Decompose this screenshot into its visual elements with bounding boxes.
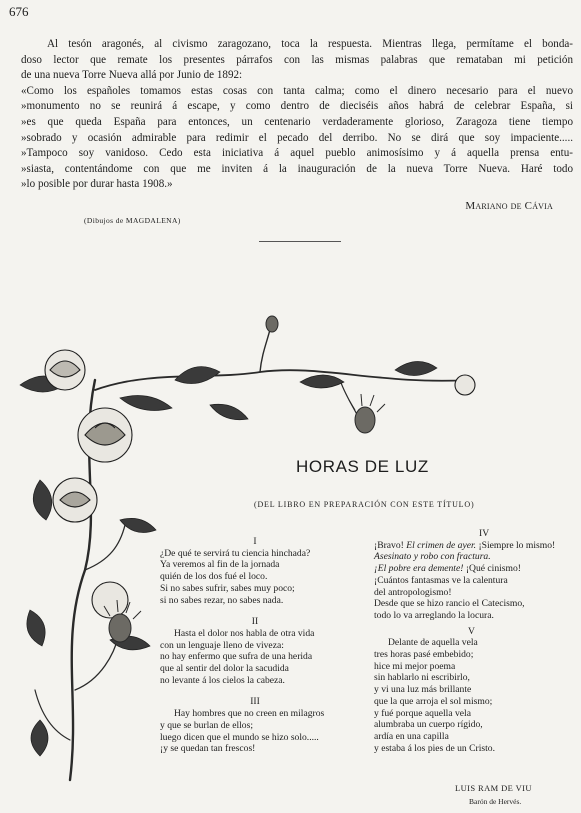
verse-line: del antropologismo!	[374, 586, 452, 598]
text-line: »monumento no se reunirá á escape, y como dentro de dieciséis años habrá de celebrar España, si	[21, 100, 573, 113]
page-number: 676	[9, 4, 29, 19]
verse-line: alumbraba un cuerpo rígido,	[374, 719, 483, 731]
verse-fragment-italic: El crimen de ayer.	[406, 539, 477, 551]
verse-line	[374, 540, 581, 552]
verse-fragment: ¡Qué cinismo!	[463, 563, 521, 575]
poem-author-title: Barón de Hervés.	[469, 797, 522, 806]
quoted-petition	[21, 84, 573, 193]
verse-line: Hay hombres que no creen en milagros	[174, 708, 325, 720]
stanza-number: IV	[479, 528, 490, 539]
text-line: »sobrado y ocasión admirable para redimir el pecado del derribo. No se dirá que soy impaciente.....	[21, 131, 573, 144]
section-divider	[259, 241, 341, 242]
text-line: «Como los españoles tomamos estas cosas con tanta calma; como el dinero necesario para el nuevo	[21, 84, 573, 97]
intro-paragraph	[21, 37, 573, 84]
verse-line: Hasta el dolor nos habla de otra vida	[174, 627, 315, 639]
stanza-number: V	[468, 625, 475, 637]
article-signature	[465, 200, 553, 212]
verse-line: ¡Cuántos fantasmas ve la calentura	[374, 574, 508, 586]
illustration-credit: (Dibujos de MAGDALENA)	[84, 216, 181, 225]
poem-title: HORAS DE LUZ	[296, 457, 429, 476]
text-line: »siasta, contentándome con que me inviten á la inauguración de la nueva Torre Nueva. Haré todo	[21, 162, 573, 175]
verse-line: que la que arroja el sol mismo;	[374, 695, 493, 707]
poem-author: LUIS RAM DE VIU	[455, 783, 532, 793]
verse-line: ¿De qué te servirá tu ciencia hinchada?	[160, 547, 311, 559]
verse-line: todo lo va arreglando la locura.	[374, 609, 494, 621]
verse-line: Ya veremos al fin de la jornada	[160, 559, 280, 571]
poem-column-left	[160, 536, 350, 755]
verse-line: si no sabes rezar, no sabes nada.	[160, 594, 284, 606]
text-line: »Tampoco soy vanidoso. Cedo esta iniciativa á aquel pueblo animosísimo y á aquella prensa entu-	[21, 147, 573, 160]
stanza-number: III	[250, 696, 260, 708]
verse-line: y que se burlan de ellos;	[160, 719, 253, 731]
stanza-number: I	[253, 536, 257, 547]
intro-text	[21, 37, 573, 193]
signature-first-name: Mariano de	[465, 200, 525, 212]
verse-line: ¡y se quedan tan frescos!	[160, 743, 256, 755]
verse-line: ardía en una capilla	[374, 730, 449, 742]
signature-last-name: Cávia	[524, 200, 553, 212]
verse-line: y vi una luz más brillante	[374, 684, 472, 696]
verse-line: tres horas pasé embebido;	[374, 649, 474, 661]
poem-subtitle: (DEL LIBRO EN PREPARACIÓN CON ESTE TÍTULO)	[254, 500, 475, 509]
verse-line: quién de los dos fué el loco.	[160, 571, 268, 583]
verse-line: y estaba á los pies de un Cristo.	[374, 742, 495, 754]
verse-line: Delante de aquella vela	[388, 637, 478, 649]
verse-fragment-italic: ¡El pobre era demente!	[374, 563, 464, 575]
verse-line: y fué porque aquella vela	[374, 707, 471, 719]
verse-line: Asesinato y robo con fractura.	[374, 551, 491, 563]
text-line: Al tesón aragonés, al civismo zaragozano, toca la respuesta. Mientras llega, permítame el bonda-	[47, 38, 573, 50]
verse-fragment: ¡Siempre lo mismo!	[476, 539, 556, 551]
poem-column-right	[374, 528, 581, 754]
verse-line: Si no sabes sufrir, sabes muy poco;	[160, 582, 295, 594]
verse-line: no levante á los cielos la cabeza.	[160, 674, 285, 686]
verse-line: Desde que se hizo rancio el Catecismo,	[374, 598, 525, 610]
verse-line	[374, 563, 581, 575]
verse-line: hice mi mejor poema	[374, 660, 456, 672]
verse-line: no hay enfermo que sufra de una herida	[160, 651, 313, 663]
text-line: de una nueva Torre Nueva allá por Junio de 1892:	[21, 69, 243, 82]
verse-line: que al sentir del dolor la sacudida	[160, 663, 289, 675]
verse-line: con un lenguaje lleno de viveza:	[160, 639, 284, 651]
verse-line: luego dicen que el mundo se hizo solo.....	[160, 731, 319, 743]
text-line: doso lector que remate los presentes párrafos con las mismas palabras que remataban mi petición	[21, 53, 573, 66]
verse-line: sin hablarlo ni escribirlo,	[374, 672, 470, 684]
stanza-number: II	[251, 616, 259, 628]
text-line: »es que queda España para entonces, un centenario verdaderamente glorioso, Zaragoza tiene tiempo	[21, 115, 573, 128]
verse-fragment: ¡Bravo!	[374, 539, 407, 551]
text-line: »lo posible por durar hasta 1908.»	[21, 178, 173, 191]
